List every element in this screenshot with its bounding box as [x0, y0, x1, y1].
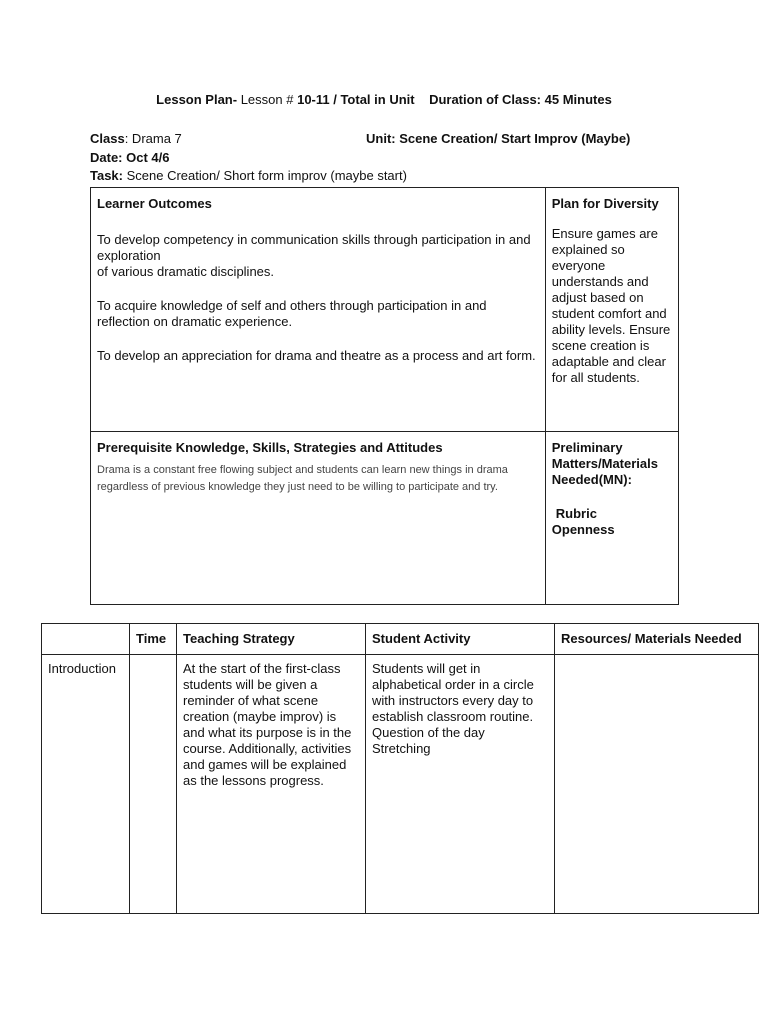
class-line: [90, 130, 182, 148]
materials-cell: [545, 432, 678, 605]
task-value: Scene Creation/ Short form improv (maybe start): [123, 168, 407, 183]
schedule-header-time: Time: [130, 624, 177, 655]
schedule-table: [41, 623, 759, 914]
outcome-2: To acquire knowledge of self and others through participation in and reflection on dramatic experience.: [97, 298, 487, 329]
outcomes-table: [90, 187, 679, 605]
outcome-1: [97, 232, 539, 280]
schedule-header-phase: [42, 624, 130, 655]
date-line: [90, 149, 169, 167]
schedule-phase: Introduction: [42, 655, 130, 914]
plan-for-diversity-heading: Plan for Diversity: [551, 196, 659, 211]
outcome-1-line-2: of various dramatic disciplines.: [97, 264, 275, 279]
class-value: : Drama 7: [124, 131, 182, 146]
class-label: Class: [90, 131, 125, 146]
unit: Unit: Scene Creation/ Start Improv (Maybe): [366, 131, 631, 146]
schedule-header-row: [42, 624, 759, 655]
lesson-number: 10-11 / Total in Unit: [297, 92, 415, 107]
unit-line: [366, 130, 630, 148]
duration: Duration of Class: 45 Minutes: [429, 92, 612, 107]
student-activity-line-1: Students will get in alphabetical order in a circle with instructors every day to establish classroom routine.: [372, 661, 534, 724]
prerequisite-heading: Prerequisite Knowledge, Skills, Strategies and Attitudes: [97, 440, 443, 455]
date: Date: Oct 4/6: [90, 150, 170, 165]
outcome-1-line-1: To develop competency in communication skills through participation in and exploration: [97, 232, 531, 263]
schedule-resources: [555, 655, 759, 914]
plan-for-diversity-cell: [545, 188, 678, 432]
schedule-header-student-activity: Student Activity: [366, 624, 555, 655]
schedule-header-teaching-strategy: Teaching Strategy: [177, 624, 366, 655]
lesson-plan-label: Lesson Plan-: [156, 92, 238, 107]
prerequisite-cell: [91, 432, 546, 605]
lesson-plan-title: [0, 92, 768, 107]
table-row: [42, 655, 759, 914]
materials-item-openness: Openness: [551, 522, 615, 537]
student-activity-line-2: Question of the day: [372, 725, 485, 740]
schedule-student-activity: [366, 655, 555, 914]
prerequisite-text: Drama is a constant free flowing subject and students can learn new things in drama regardless of previous knowledge they just need to be willing to participate and try.: [97, 464, 508, 493]
task-line: [90, 167, 407, 185]
schedule-time: [130, 655, 177, 914]
task-label: Task:: [90, 168, 123, 183]
materials-heading: Preliminary Matters/Materials Needed(MN):: [551, 440, 658, 487]
schedule-header-resources: Resources/ Materials Needed: [555, 624, 759, 655]
outcome-3: To develop an appreciation for drama and theatre as a process and art form.: [97, 348, 536, 363]
student-activity-line-3: Stretching: [372, 741, 431, 756]
plan-for-diversity-text: Ensure games are explained so everyone understands and adjust based on student comfort and ability levels. Ensure scene creation is adaptable and clear for all students.: [551, 226, 671, 385]
materials-item-rubric: Rubric: [555, 506, 597, 521]
schedule-teaching-strategy: At the start of the first-class students will be given a reminder of what scene creation (maybe improv) is and what its purpose is in the course. Additionally, activities and games will be explained as the lessons progress.: [177, 655, 366, 914]
learner-outcomes-cell: [91, 188, 546, 432]
lesson-label: Lesson #: [237, 92, 298, 107]
learner-outcomes-heading: Learner Outcomes: [97, 196, 212, 211]
